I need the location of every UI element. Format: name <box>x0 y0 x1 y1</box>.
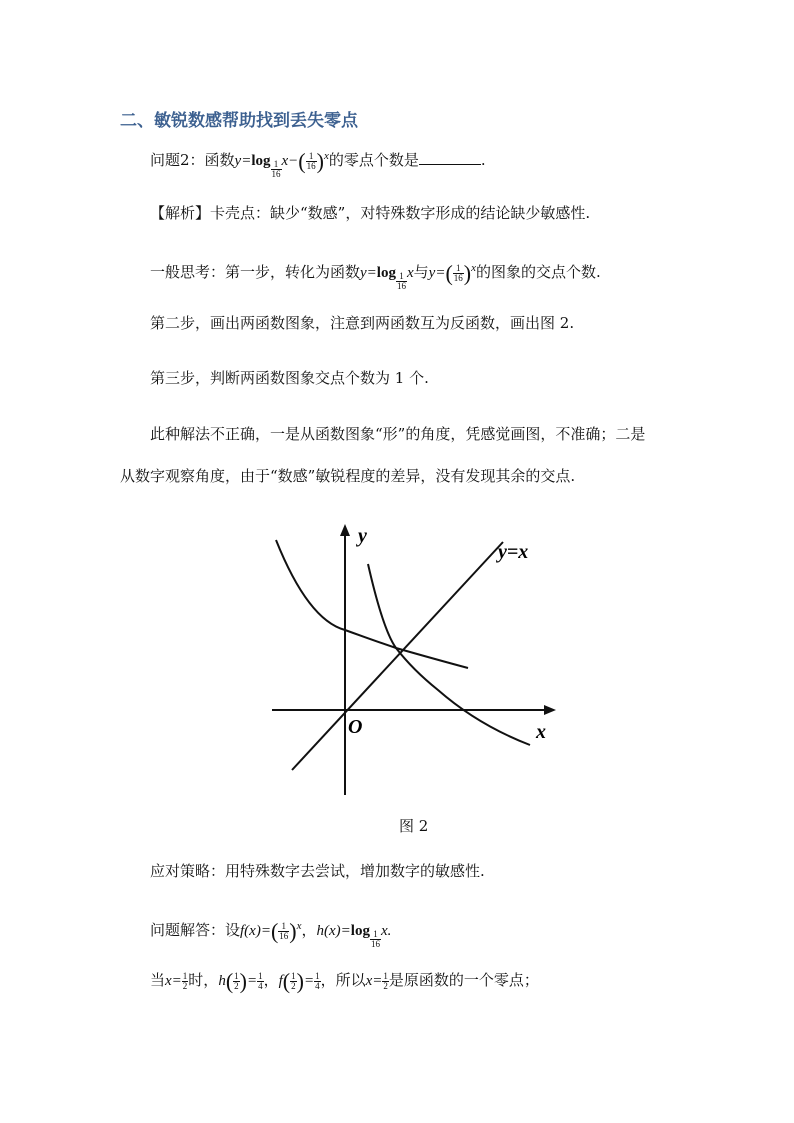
log-curve <box>368 564 530 745</box>
step2-line: 第二步，画出两函数图象，注意到两函数互为反函数，画出图 2. <box>150 314 575 332</box>
critique-line-2: 从数字观察角度，由于“数感”敏锐程度的差异，没有发现其余的交点. <box>120 467 576 485</box>
problem-line: 问题2：函数y=log $\frac{1}{16}$ x−( $\frac{1}{16}$ )$^x$的零点个数是 . <box>150 148 486 180</box>
answer-line: 问题解答：设f(x)=( $\frac{1}{16}$ )$^x$，h(x)=log $\frac{1}{16}$ x. <box>150 918 392 950</box>
function-graph <box>268 520 568 800</box>
h-definition: h(x)=log $\frac{1}{16}$ x. <box>316 923 392 950</box>
origin-label: O <box>348 716 363 738</box>
problem-question: 的零点个数是 <box>328 151 419 169</box>
exp-expression: y=( $\frac{1}{16}$ )$^x$ <box>428 260 476 286</box>
log-expression: y=log $\frac{1}{16}$ x <box>360 265 414 292</box>
when-line: 当x= $\frac{1}{2}$ 时，h( $\frac{1}{2}$ )= $\frac{1}{4}$ ，f( $\frac{1}{2}$ )= $\frac{1}{4}$ ，所以x= $\frac{1}{2}$ 是原函数的一个零点； <box>150 968 539 994</box>
f-definition: f(x)=( $\frac{1}{16}$ )$^x$ <box>240 918 302 944</box>
strategy-line: 应对策略：用特殊数字去尝试，增加数字的敏感性. <box>150 862 485 880</box>
h-of-half: h( $\frac{1}{2}$ )= $\frac{1}{4}$ <box>218 968 263 994</box>
f-of-half: f( $\frac{1}{2}$ )= $\frac{1}{4}$ <box>278 968 320 994</box>
y-axis-label: y <box>358 525 367 547</box>
x-axis-arrow <box>544 705 556 715</box>
problem-label: 问题2：函数 <box>150 151 235 169</box>
y-axis-arrow <box>340 524 350 536</box>
general-thinking-line: 一般思考：第一步，转化为函数y=log $\frac{1}{16}$ x与y=( $\frac{1}{16}$ )$^x$的图象的交点个数. <box>150 260 601 292</box>
step3-line: 第三步，判断两函数图象交点个数为 1 个. <box>150 369 429 387</box>
exp-curve <box>276 540 468 668</box>
figure-caption: 图 2 <box>399 817 429 835</box>
section-heading: 二、敏锐数感帮助找到丢失零点 <box>120 111 358 131</box>
answer-blank <box>419 150 481 165</box>
analysis-line: 【解析】卡壳点：缺少“数感”，对特殊数字形成的结论缺少敏感性. <box>150 204 591 222</box>
x-half: x= $\frac{1}{2}$ <box>165 971 188 992</box>
critique-line-1: 此种解法不正确，一是从函数图象“形”的角度，凭感觉画图，不准确；二是 <box>150 425 646 443</box>
function-expression: y=log $\frac{1}{16}$ x−( $\frac{1}{16}$ )$^x$ <box>234 148 329 180</box>
x-axis-label: x <box>536 721 546 743</box>
line-label: y=x <box>498 541 529 563</box>
line-y-equals-x <box>292 542 503 770</box>
x-half-zero: x= $\frac{1}{2}$ <box>365 971 388 992</box>
